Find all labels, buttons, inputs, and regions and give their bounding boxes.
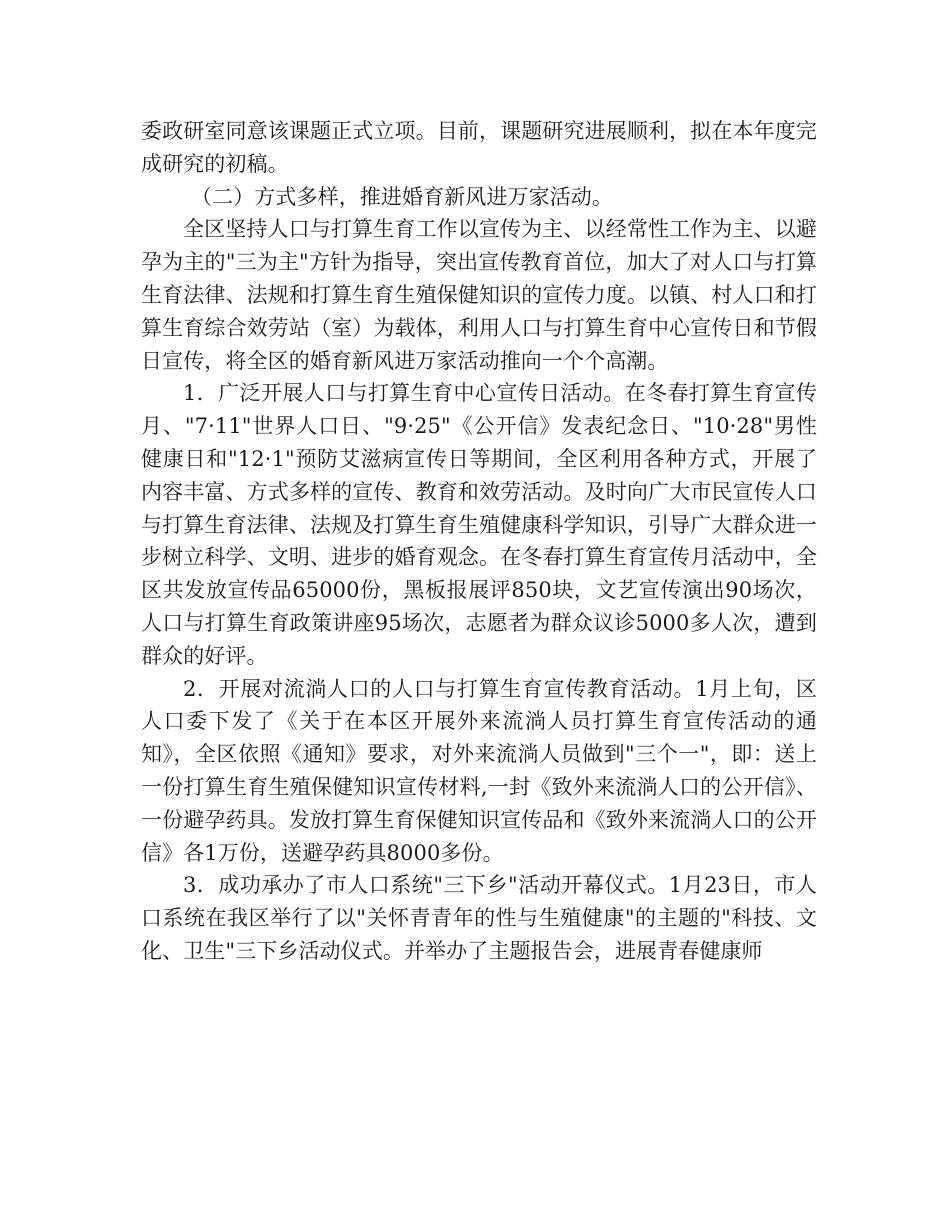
paragraph-overview: 全区坚持人口与打算生育工作以宣传为主、以经常性工作为主、以避孕为主的"三为主"方针为指导，突出宣传教育首位，加大了对人口与打算生育法律、法规和打算生育生殖保健知识的宣传力度。以镇、村人口和打算生育综合效劳站（室）为载体，利用人口与打算生育中心宣传日和节假日宣传，将全区的婚育新风进万家活动推向一个个高潮。 [141,217,817,373]
paragraph-item-1: 1．广泛开展人口与打算生育中心宣传日活动。在冬春打算生育宣传月、"7·11"世界人口日、"9·25"《公开信》发表纪念日、"10·28"男性健康日和"12·1"预防艾滋病宣传日等期间，全区利用各种方式，开展了内容丰富、方式多样的宣传、教育和效劳活动。及时向广大市民宣传人口与打算生育法律、法规及打算生育生殖健康科学知识，引导广大群众进一步树立科学、文明、进步的婚育观念。在冬春打算生育宣传月活动中，全区共发放宣传品65000份，黑板报展评850块，文艺宣传演出90场次，人口与打算生育政策讲座95场次，志愿者为群众议诊5000多人次，遭到群众的好评。 [141,381,817,668]
paragraph-continuation: 委政研室同意该课题正式立项。目前，课题研究进展顺利，拟在本年度完成研究的初稿。 [141,119,817,176]
section-heading: （二）方式多样，推进婚育新风进万家活动。 [191,184,613,209]
paragraph-item-3: 3．成功承办了市人口系统"三下乡"活动开幕仪式。1月23日，市人口系统在我区举行了以"关怀青青年的性与生殖健康"的主题的"科技、文化、卫生"三下乡活动仪式。并举办了主题报告会，进展青春健康师 [141,873,817,963]
paragraph-item-2: 2．开展对流淌人口的人口与打算生育宣传教育活动。1月上旬，区人口委下发了《关于在本区开展外来流淌人员打算生育宣传活动的通知》，全区依照《通知》要求，对外来流淌人员做到"三个一"，即：送上一份打算生育生殖保健知识宣传材料,一封《致外来流淌人口的公开信》、一份避孕药具。发放打算生育保健知识宣传品和《致外来流淌人口的公开信》各1万份，送避孕药具8000多份。 [141,676,817,865]
document-body [141,115,817,968]
